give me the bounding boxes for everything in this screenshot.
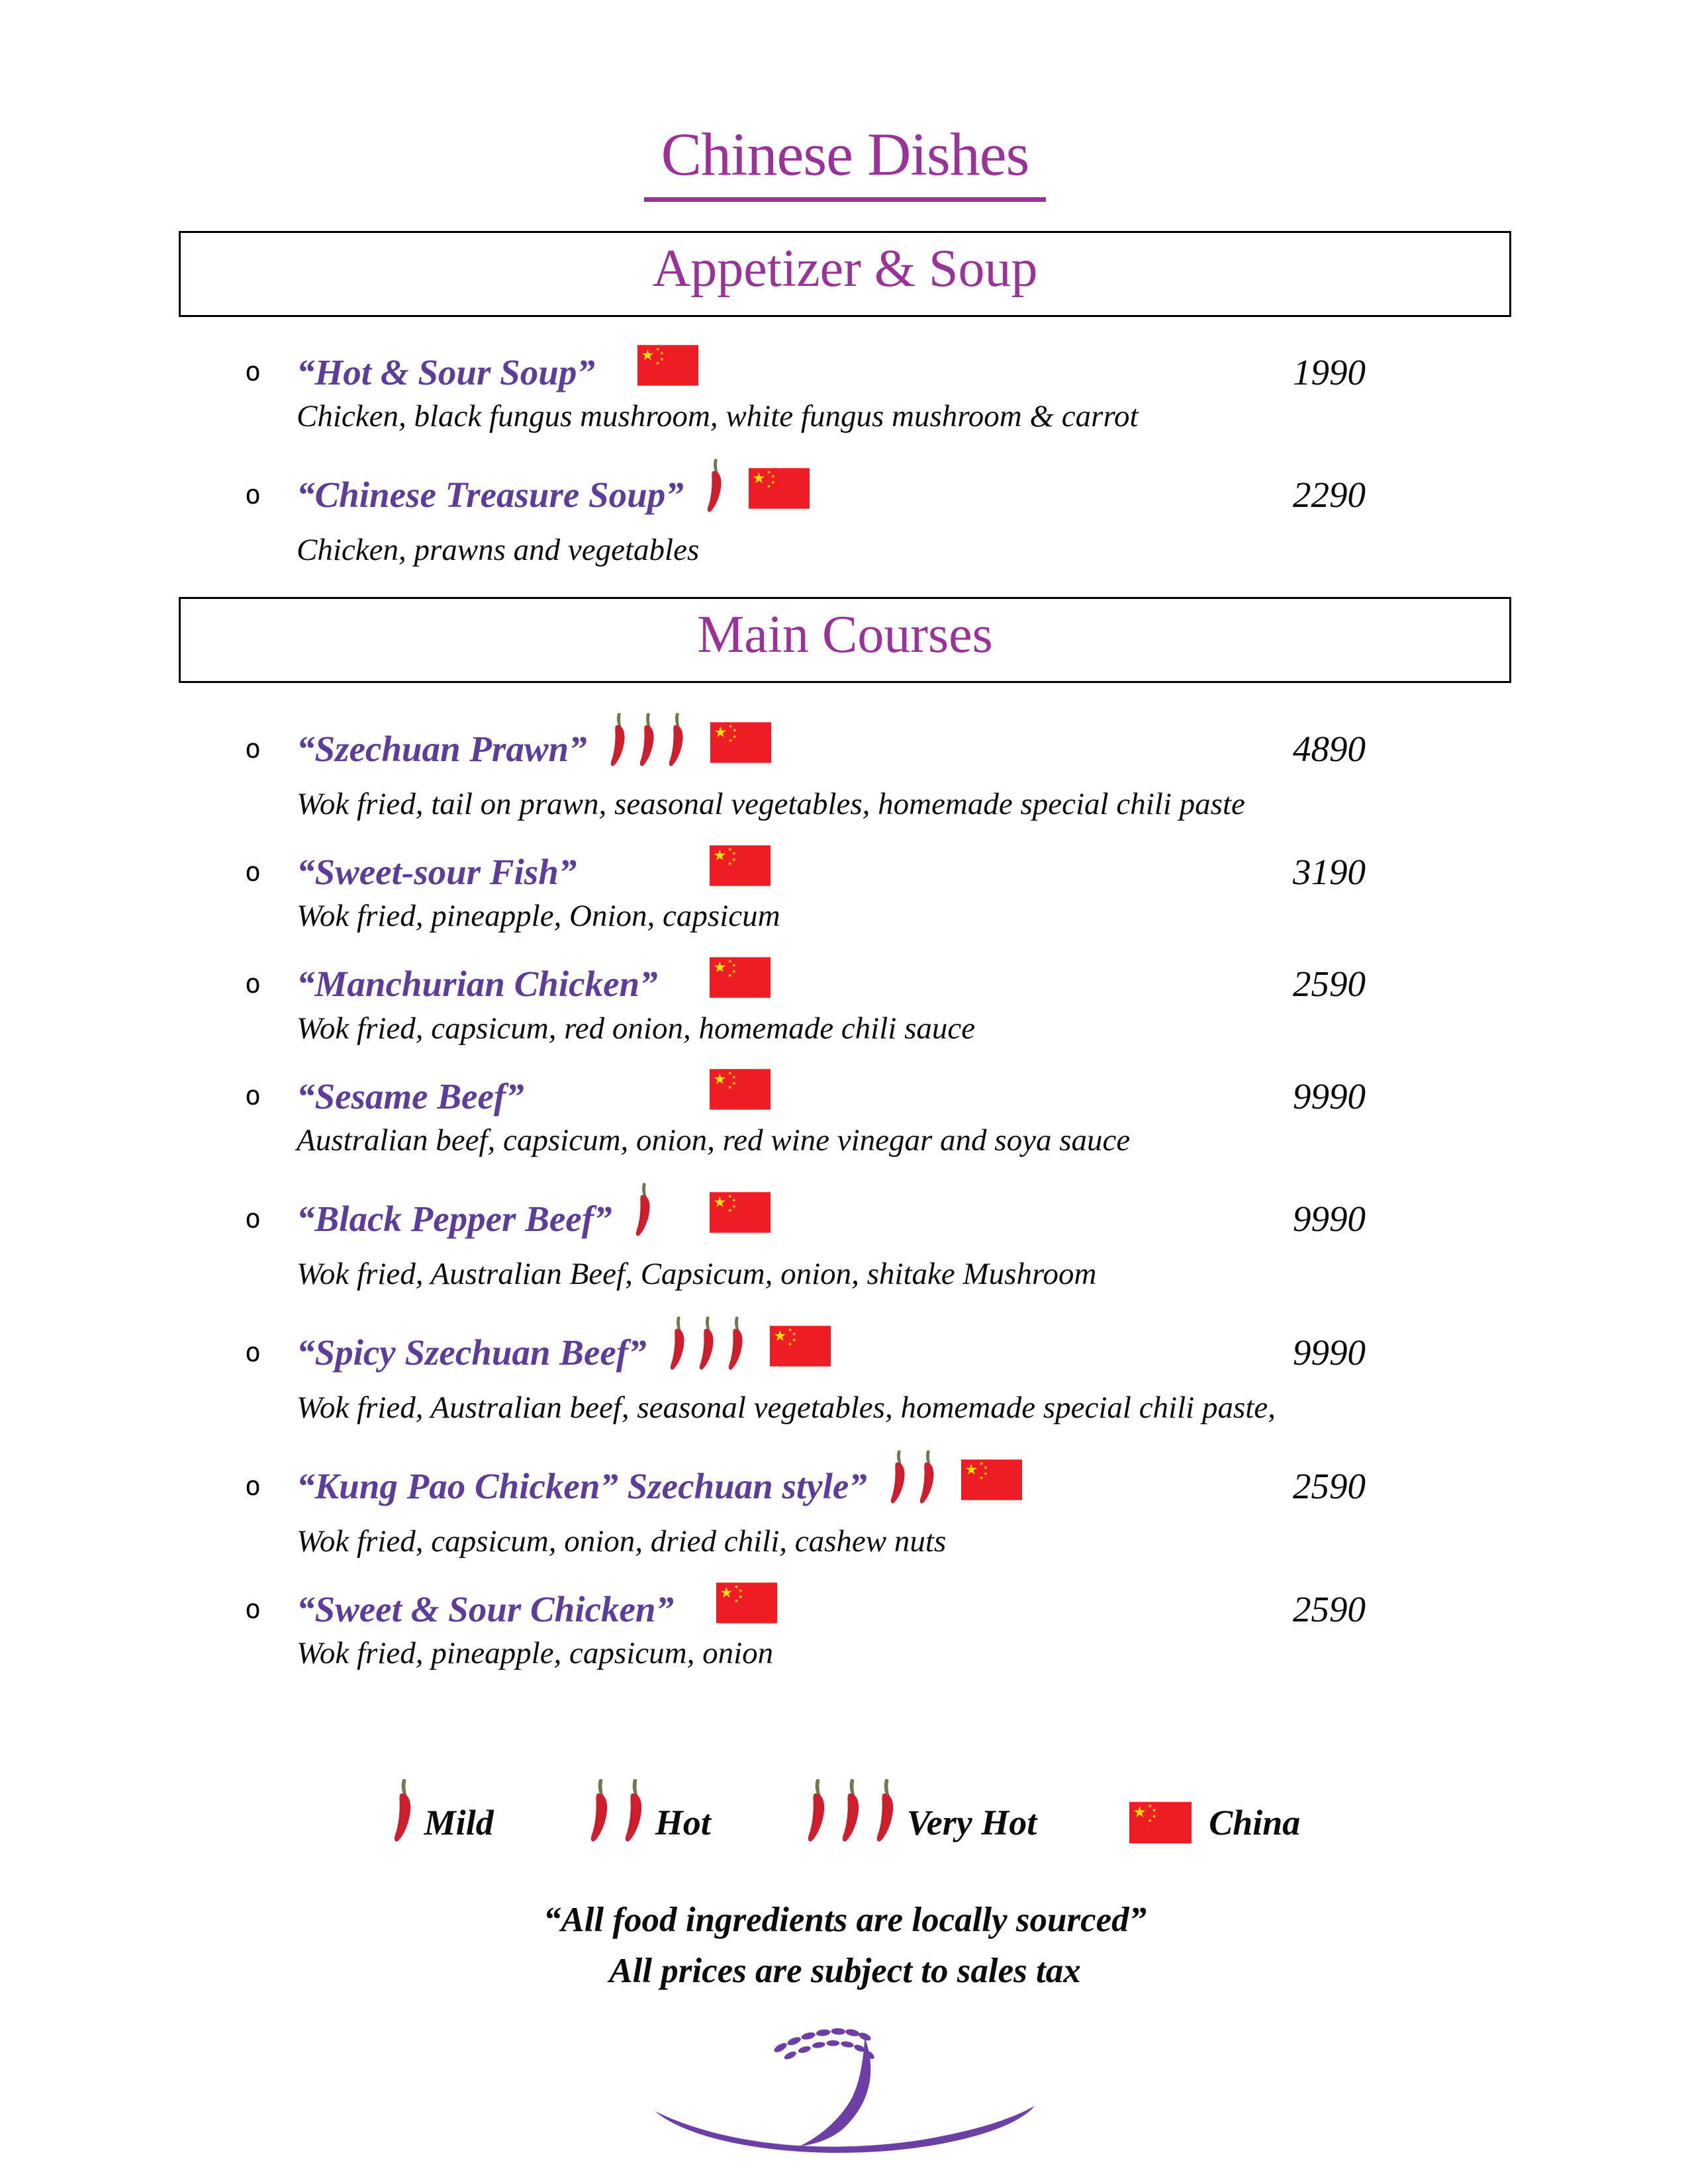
title-wrap <box>179 122 1511 202</box>
dish-description: Australian beef, capsicum, onion, red wine vinegar and soya sauce <box>297 1122 1131 1158</box>
chili-icons <box>704 463 726 527</box>
china-flag-icon <box>716 1582 777 1623</box>
menu-item <box>245 851 1379 934</box>
name-group <box>297 351 615 393</box>
name-group <box>297 963 687 1005</box>
chili-icon <box>838 1775 865 1846</box>
china-flag-icon <box>637 345 698 386</box>
menu-item <box>245 463 1379 568</box>
item-line <box>245 1075 1379 1117</box>
name-group <box>297 1075 687 1117</box>
footer-notes <box>179 1895 1511 1997</box>
bullet-icon: o <box>245 1203 261 1234</box>
name-group <box>297 1321 747 1385</box>
rice-stalk-logo <box>640 2015 1051 2171</box>
bullet-icon: o <box>245 1337 261 1368</box>
china-flag-icon <box>770 1326 831 1367</box>
china-flag-icon <box>749 468 810 509</box>
bullet-icon: o <box>245 968 261 999</box>
dish-price: 3190 <box>1293 852 1366 893</box>
china-flag-icon <box>710 722 771 763</box>
item-line <box>245 851 1379 893</box>
dish-description: Wok fried, capsicum, onion, dried chili, cashew nuts <box>297 1524 947 1559</box>
dish-name: “Hot & Sour Soup” <box>297 351 595 392</box>
menu-item <box>245 1075 1379 1158</box>
item-line <box>245 1588 1379 1630</box>
page-title: Chinese Dishes <box>644 122 1047 202</box>
chili-icon <box>804 1775 830 1846</box>
dish-price: 2590 <box>1293 1466 1366 1507</box>
legend-label: Mild <box>424 1803 494 1843</box>
spice-legend <box>179 1787 1511 1858</box>
name-group <box>297 463 726 527</box>
footer-line-tax: All prices are subject to sales tax <box>609 1952 1081 1991</box>
item-line <box>245 963 1379 1005</box>
section-main-courses <box>179 597 1511 1671</box>
menu-item <box>245 1187 1379 1292</box>
item-line <box>245 351 1379 393</box>
dish-price: 2590 <box>1293 964 1366 1005</box>
dish-name: “Szechuan Prawn” <box>297 729 587 770</box>
menu-item <box>245 963 1379 1046</box>
name-group <box>297 1588 694 1630</box>
section-title: Appetizer & Soup <box>652 239 1038 298</box>
dish-description: Chicken, black fungus mushroom, white fungus mushroom & carrot <box>297 398 1139 433</box>
legend-china <box>1129 1801 1300 1844</box>
dish-price: 4890 <box>1293 729 1366 770</box>
china-flag-icon <box>710 845 771 886</box>
chili-icon <box>636 708 659 772</box>
bullet-icon: o <box>245 357 261 388</box>
menu-item <box>245 717 1379 822</box>
dish-price: 2290 <box>1293 475 1366 516</box>
dish-description: Wok fried, tail on prawn, seasonal vegetables, homemade special chili paste <box>297 786 1245 821</box>
menu-item <box>245 1455 1379 1559</box>
dish-price: 9990 <box>1293 1332 1366 1373</box>
dish-price: 9990 <box>1293 1199 1366 1240</box>
china-flag-icon <box>710 957 771 998</box>
footer-line-sourcing: “All food ingredients are locally sourced” <box>543 1901 1147 1940</box>
dish-description: Wok fried, capsicum, red onion, homemade chili sauce <box>297 1011 976 1046</box>
section-appetizer-soup <box>179 231 1511 568</box>
dish-name: “Manchurian Chicken” <box>297 964 658 1005</box>
dish-name: “Chinese Treasure Soup” <box>297 475 684 516</box>
dish-name: “Sweet-sour Fish” <box>297 851 577 892</box>
china-flag-icon <box>961 1459 1022 1500</box>
chili-icon <box>667 1312 689 1375</box>
chili-icon <box>665 708 688 772</box>
chili-icons <box>607 717 688 781</box>
menu-item <box>245 1321 1379 1426</box>
chili-icon <box>916 1445 939 1509</box>
chili-icons <box>887 1455 939 1518</box>
chili-icon <box>872 1775 899 1846</box>
legend-label: Hot <box>655 1803 711 1843</box>
chili-icon <box>390 1775 416 1846</box>
item-line <box>245 1321 1379 1385</box>
section-header-box <box>179 597 1511 683</box>
dish-name: “Kung Pao Chicken” Szechuan style” <box>297 1466 867 1507</box>
dish-price: 9990 <box>1293 1075 1366 1116</box>
chili-icon <box>621 1775 647 1846</box>
section-header-box <box>179 231 1511 317</box>
chili-icon <box>696 1312 718 1375</box>
chili-icon <box>725 1312 747 1375</box>
menu-item <box>245 1588 1379 1671</box>
bullet-icon: o <box>245 1594 261 1625</box>
logo-wrap <box>179 2015 1511 2174</box>
item-line <box>245 1455 1379 1518</box>
name-group <box>297 1187 687 1251</box>
item-line <box>245 463 1379 527</box>
name-group <box>297 1455 939 1518</box>
chili-icon <box>586 1775 613 1846</box>
dish-price: 1990 <box>1293 351 1366 392</box>
dish-description: Wok fried, pineapple, capsicum, onion <box>297 1636 774 1671</box>
bullet-icon: o <box>245 856 261 887</box>
chili-icons <box>632 1187 655 1251</box>
dish-name: “Sweet & Sour Chicken” <box>297 1589 674 1630</box>
chili-icon <box>607 708 630 772</box>
dish-name: “Sesame Beef” <box>297 1075 524 1116</box>
dish-description: Wok fried, pineapple, Onion, capsicum <box>297 899 780 934</box>
bullet-icon: o <box>245 1081 261 1112</box>
section-title: Main Courses <box>697 605 993 664</box>
legend-label: China <box>1209 1803 1301 1843</box>
section-items <box>179 683 1511 1671</box>
name-group <box>297 717 688 781</box>
section-items <box>179 317 1511 568</box>
name-group <box>297 851 687 893</box>
china-flag-icon <box>1129 1801 1192 1844</box>
dish-name: “Spicy Szechuan Beef” <box>297 1332 647 1373</box>
china-flag-icon <box>710 1069 771 1110</box>
menu-item <box>245 351 1379 434</box>
chili-icon <box>632 1178 655 1242</box>
chili-icon <box>887 1445 910 1509</box>
chili-icons <box>390 1787 416 1858</box>
legend-mild <box>390 1787 494 1858</box>
legend-label: Very Hot <box>906 1803 1037 1843</box>
dish-description: Wok fried, Australian Beef, Capsicum, onion, shitake Mushroom <box>297 1256 1097 1291</box>
item-line <box>245 717 1379 781</box>
bullet-icon: o <box>245 733 261 764</box>
dish-name: “Black Pepper Beef” <box>297 1199 612 1240</box>
item-line <box>245 1187 1379 1251</box>
dish-description: Chicken, prawns and vegetables <box>297 532 700 567</box>
chili-icons <box>586 1787 647 1858</box>
chili-icons <box>667 1321 747 1385</box>
bullet-icon: o <box>245 479 261 510</box>
legend-very-hot <box>804 1787 1037 1858</box>
china-flag-icon <box>710 1192 771 1233</box>
legend-hot <box>586 1787 711 1858</box>
chili-icons <box>804 1787 899 1858</box>
chili-icon <box>704 454 726 518</box>
dish-description: Wok fried, Australian beef, seasonal vegetables, homemade special chili paste, <box>297 1390 1276 1425</box>
dish-price: 2590 <box>1293 1589 1366 1630</box>
bullet-icon: o <box>245 1471 261 1502</box>
